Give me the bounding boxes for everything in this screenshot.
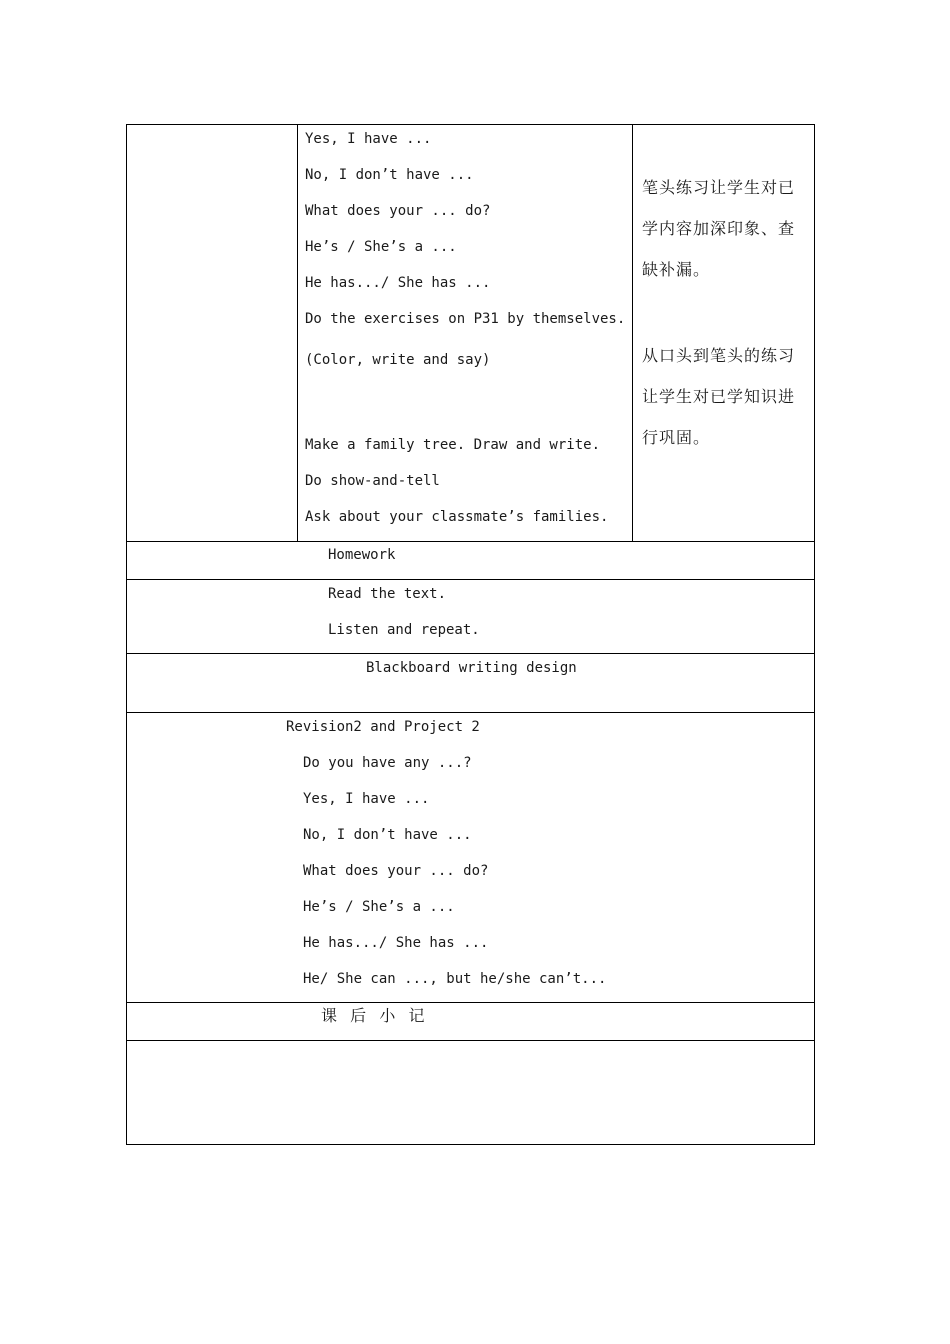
column-divider: [297, 125, 298, 541]
activity-line: Yes, I have ...: [305, 131, 432, 147]
lesson-plan-table: [126, 124, 815, 1145]
blackboard-line: Yes, I have ...: [303, 791, 430, 807]
blackboard-line: Do you have any ...?: [303, 755, 472, 771]
row-divider: [127, 712, 814, 713]
activity-line: Make a family tree. Draw and write.: [305, 437, 601, 453]
blackboard-heading: Blackboard writing design: [366, 660, 577, 676]
row-divider: [127, 653, 814, 654]
purpose-line: 从口头到笔头的练习: [642, 346, 796, 365]
blackboard-line: No, I don’t have ...: [303, 827, 472, 843]
activity-line: Ask about your classmate’s families.: [305, 509, 609, 525]
row-divider: [127, 579, 814, 580]
purpose-line: 笔头练习让学生对已: [642, 178, 796, 197]
blackboard-line: He’s / She’s a ...: [303, 899, 455, 915]
activity-line: What does your ... do?: [305, 203, 491, 219]
notes-area: [137, 1050, 797, 1130]
activity-line: He has.../ She has ...: [305, 275, 491, 291]
row-divider: [127, 1002, 814, 1003]
blackboard-line: He has.../ She has ...: [303, 935, 489, 951]
homework-heading: Homework: [328, 547, 396, 563]
activity-line: No, I don’t have ...: [305, 167, 474, 183]
activity-line: Do the exercises on P31 by themselves.: [305, 311, 626, 327]
homework-item: Read the text.: [328, 586, 447, 602]
column-divider: [632, 125, 633, 541]
activity-line: Do show-and-tell: [305, 473, 440, 489]
activity-line: He’s / She’s a ...: [305, 239, 457, 255]
blackboard-title: Revision2 and Project 2: [286, 719, 480, 735]
purpose-line: 行巩固。: [642, 428, 711, 447]
purpose-line: 学内容加深印象、查: [642, 219, 796, 238]
blackboard-line: He/ She can ..., but he/she can’t...: [303, 971, 607, 987]
purpose-line: 让学生对已学知识进: [642, 387, 796, 406]
row-divider: [127, 541, 814, 542]
blackboard-line: What does your ... do?: [303, 863, 489, 879]
homework-item: Listen and repeat.: [328, 622, 480, 638]
row-divider: [127, 1040, 814, 1041]
activity-line: (Color, write and say): [305, 352, 491, 368]
notes-heading: 课 后 小 记: [321, 1006, 426, 1025]
purpose-line: 缺补漏。: [642, 260, 711, 279]
